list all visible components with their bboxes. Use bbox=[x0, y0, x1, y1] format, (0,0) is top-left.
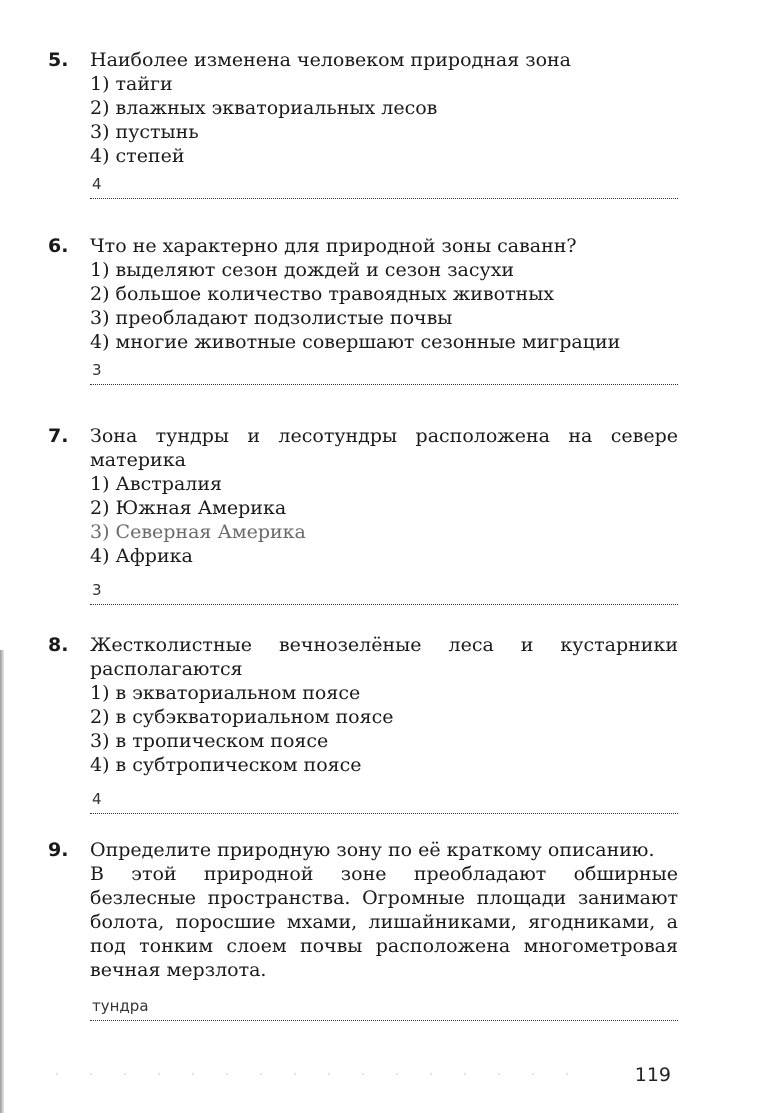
question-number: 5. bbox=[48, 49, 69, 71]
scan-specks bbox=[40, 1073, 600, 1075]
option-3: 3) преобладают подзолистые почвы bbox=[90, 307, 453, 329]
option-4: 4) многие животные совершают сезонные миграции bbox=[90, 331, 621, 353]
page-number: 119 bbox=[634, 1064, 671, 1086]
page-edge-shadow bbox=[0, 650, 4, 1113]
question-5 bbox=[48, 48, 678, 199]
answer-text: 4 bbox=[92, 790, 102, 808]
question-text: Жестколистные вечнозелёные леса и кустарники располагаются bbox=[90, 634, 678, 680]
option-2: 2) Южная Америка bbox=[90, 497, 287, 519]
answer-line[interactable] bbox=[90, 578, 678, 605]
question-number: 8. bbox=[48, 634, 69, 656]
answer-line[interactable] bbox=[90, 994, 678, 1021]
question-text: Зона тундры и лесотундры расположена на севере материка bbox=[90, 425, 678, 471]
option-1: 1) в экваториальном поясе bbox=[90, 682, 361, 704]
answer-line[interactable] bbox=[90, 172, 678, 199]
question-number: 7. bbox=[48, 425, 69, 447]
zone-description: В этой природной зоне преобладают обширные безлесные пространства. Огромные площади занимают болота, поросшие мхами, лишайниками, ягодниками, а под тонким слоем почвы расположена многометровая вечная мерзлота. bbox=[90, 863, 678, 981]
answer-line[interactable] bbox=[90, 787, 678, 814]
option-2: 2) влажных экваториальных лесов bbox=[90, 97, 438, 119]
answer-text: 4 bbox=[92, 175, 102, 193]
question-text: Наиболее изменена человеком природная зона bbox=[90, 49, 572, 71]
option-2: 2) большое количество травоядных животных bbox=[90, 283, 555, 305]
answer-text: 3 bbox=[92, 581, 102, 599]
option-2: 2) в субэкваториальном поясе bbox=[90, 706, 394, 728]
answer-text: 3 bbox=[92, 361, 102, 379]
answer-line[interactable] bbox=[90, 358, 678, 385]
option-4: 4) в субтропическом поясе bbox=[90, 754, 362, 776]
option-3: 3) Северная Америка bbox=[90, 521, 306, 543]
option-1: 1) Австралия bbox=[90, 473, 222, 495]
question-8 bbox=[48, 633, 678, 814]
answer-text: тундра bbox=[92, 997, 149, 1015]
question-text: Что не характерно для природной зоны саванн? bbox=[90, 235, 577, 257]
question-6 bbox=[48, 234, 678, 385]
option-4: 4) степей bbox=[90, 145, 185, 167]
option-3: 3) в тропическом поясе bbox=[90, 730, 329, 752]
question-number: 9. bbox=[48, 839, 69, 861]
question-number: 6. bbox=[48, 235, 69, 257]
option-1: 1) тайги bbox=[90, 73, 173, 95]
option-4: 4) Африка bbox=[90, 545, 193, 567]
question-7 bbox=[48, 424, 678, 605]
option-3: 3) пустынь bbox=[90, 121, 199, 143]
option-1: 1) выделяют сезон дождей и сезон засухи bbox=[90, 259, 515, 281]
question-9 bbox=[48, 838, 678, 1021]
question-text: Определите природную зону по её краткому описанию. bbox=[90, 839, 655, 861]
